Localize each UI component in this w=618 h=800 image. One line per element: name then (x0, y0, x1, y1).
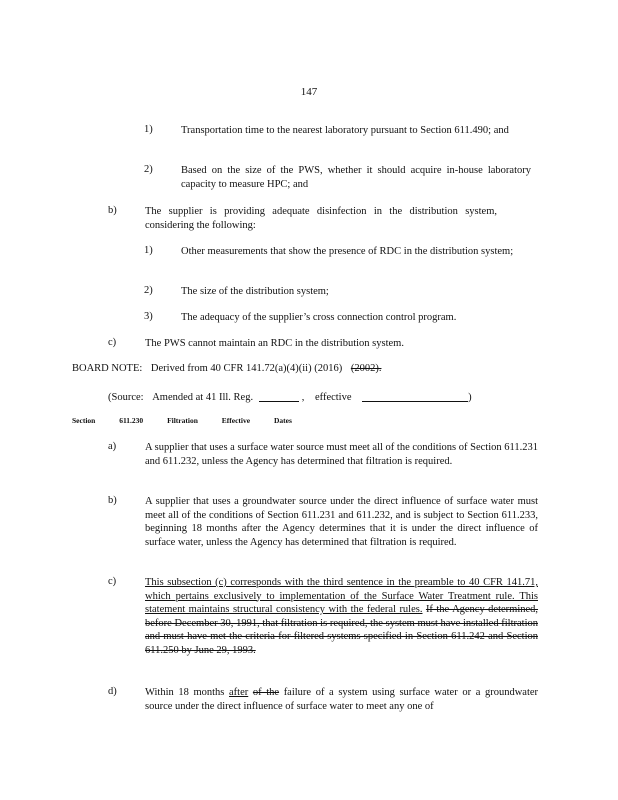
item-label: b) (108, 205, 117, 216)
section-title-word: Effective (221, 416, 251, 425)
section-word: Section (72, 416, 96, 425)
section-title-word: Filtration (167, 416, 198, 425)
board-note (72, 363, 532, 374)
item-label: 1) (144, 245, 153, 256)
deleted-text: of the (252, 687, 280, 698)
subsection-label: d) (108, 686, 117, 697)
source-effective: effective (314, 392, 352, 403)
source-close: ) (468, 392, 472, 403)
source-amended: Amended at 41 Ill. Reg. (152, 392, 254, 403)
subsection-text: A supplier that uses a groundwater source under the direct influence of surface water must meet all of the conditions of Section 611.231 and 611.232, and is subject to Section 611.233, beginning 18 months after the Agency determines that it is under the direct influence of surface water, unless the Agency has determined that filtration is required. (145, 496, 538, 548)
item-text: Transportation time to the nearest laboratory pursuant to Section 611.490; and (181, 125, 509, 136)
inserted-text: This subsection (c) corresponds with the third sentence in the preamble to 40 CFR 141.71, which pertains exclusively to implementation of the Surface Water Treatment rule. This statement maintains structural consistency with the federal rules. (145, 577, 538, 615)
item-label: 2) (144, 285, 153, 296)
item-text: The supplier is providing adequate disinfection in the distribution system, considering the following: (145, 206, 497, 231)
item-text: The PWS cannot maintain an RDC in the distribution system. (145, 338, 404, 349)
board-note-label: BOARD NOTE: (72, 363, 143, 374)
section-number: 611.230 (119, 416, 144, 425)
register-blank (259, 390, 299, 402)
board-note-text: Derived from 40 CFR 141.72(a)(4)(ii) (2016) (150, 363, 343, 374)
item-label: 3) (144, 311, 153, 322)
subsection-text (145, 686, 538, 713)
source-line: (Source: Amended at 41 Ill. Reg. , effective ) (108, 392, 472, 403)
item-label: 1) (144, 124, 153, 135)
subsection-label: c) (108, 576, 117, 587)
effective-date-blank (362, 390, 468, 402)
item-label: c) (108, 337, 117, 348)
subsection-text (145, 576, 538, 657)
text-before: Within 18 months (145, 687, 225, 698)
board-note-struck: (2002). (350, 363, 382, 374)
source-prefix: (Source: (108, 392, 144, 403)
deleted-text: If the Agency determined, before December 30, 1991, that filtration is required, the system must have installed filtration and must have met the criteria for filtered systems specified in Section 611.242 and Section 611.250 by June 29, 1993. (145, 604, 539, 656)
section-title-word: Dates (273, 416, 292, 425)
item-text: Based on the size of the PWS, whether it should acquire in-house laboratory capacity to measure HPC; and (181, 165, 531, 190)
item-label: 2) (144, 164, 153, 175)
section-heading (72, 416, 314, 425)
text-after: failure of a system using surface water or a groundwater source under the direct influence of surface water to meet any one of (145, 687, 539, 712)
item-text: Other measurements that show the presence of RDC in the distribution system; (181, 246, 514, 257)
subsection-text: A supplier that uses a surface water source must meet all of the conditions of Section 611.231 and 611.232, unless the Agency has determined that filtration is required. (145, 442, 538, 467)
subsection-label: b) (108, 495, 117, 506)
page-number: 147 (300, 86, 318, 98)
inserted-text: after (229, 687, 249, 698)
item-text: The adequacy of the supplier’s cross connection control program. (181, 312, 457, 323)
item-text: The size of the distribution system; (181, 286, 329, 297)
subsection-label: a) (108, 441, 117, 452)
